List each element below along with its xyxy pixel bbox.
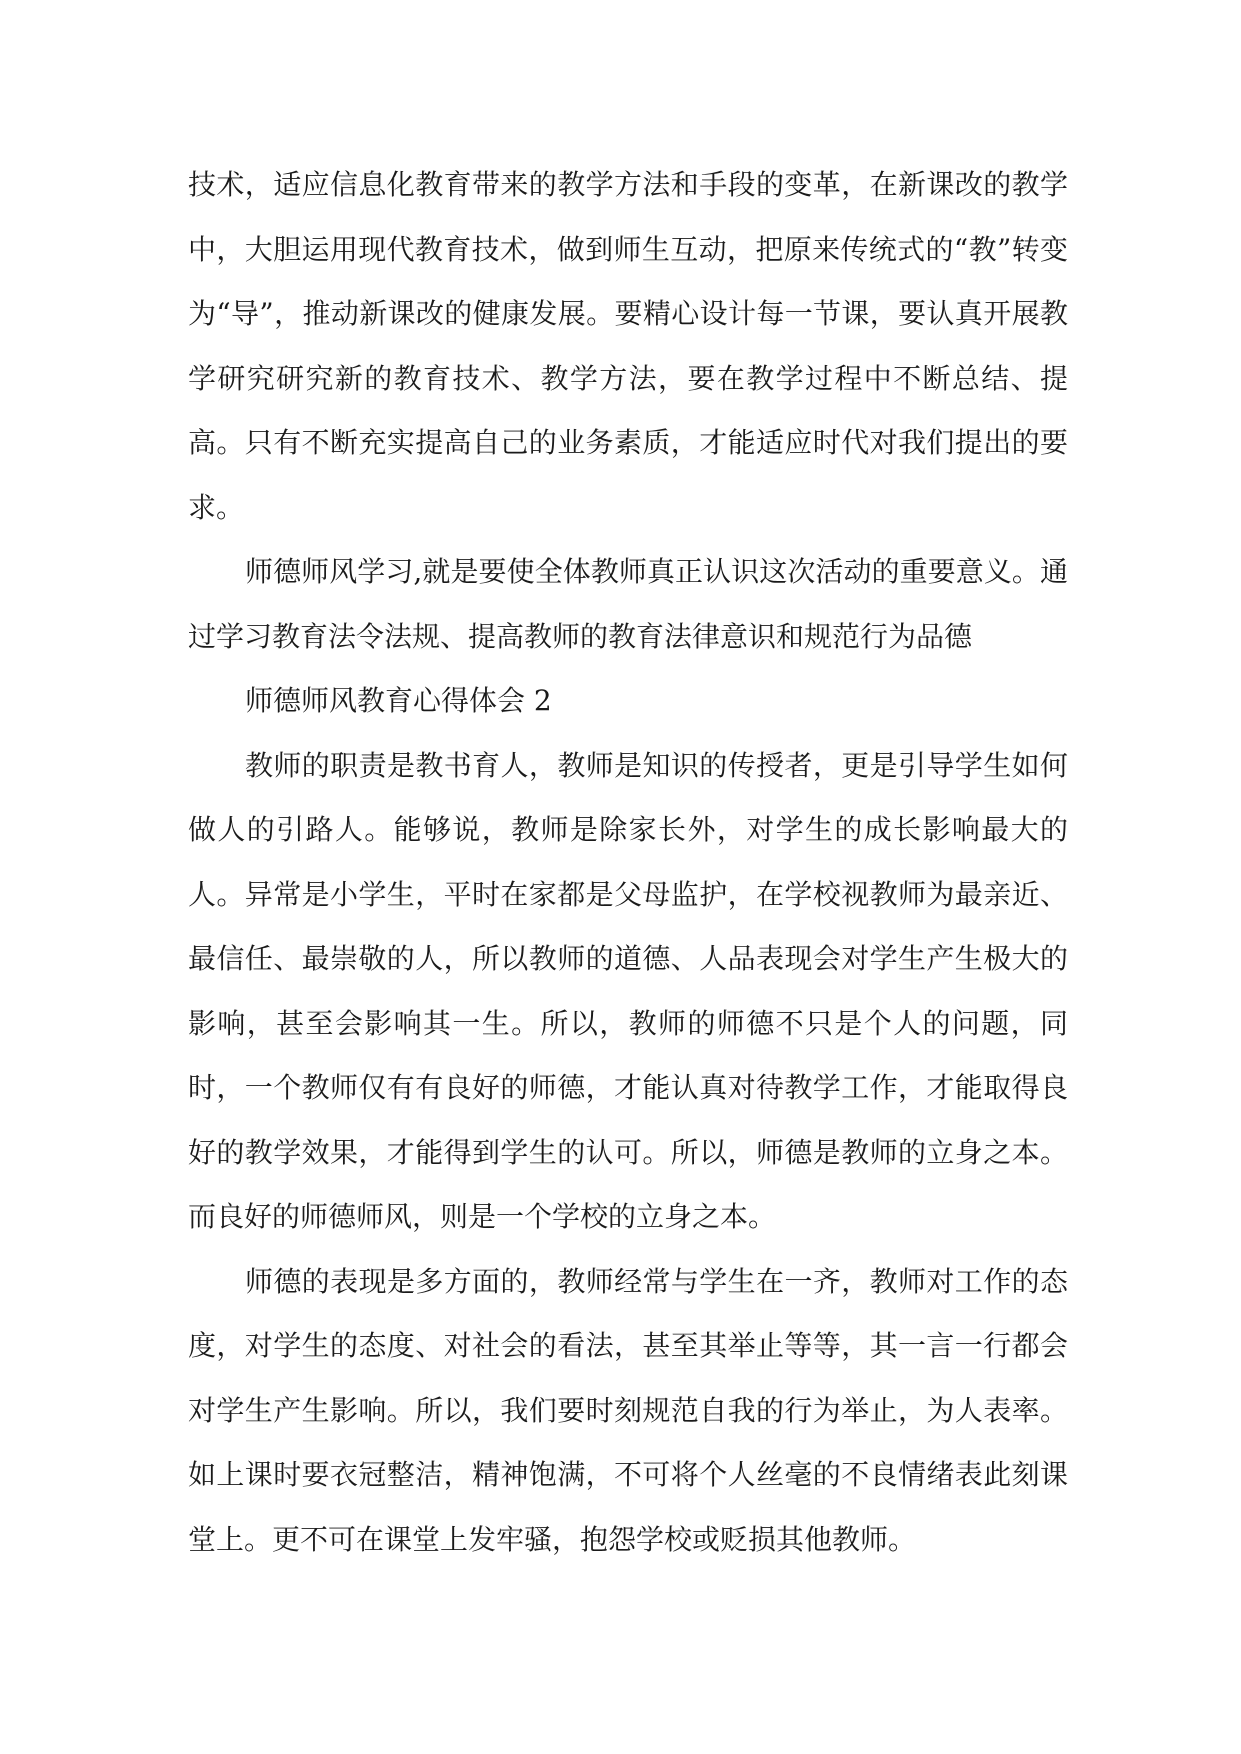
- paragraph-3: 教师的职责是教书育人，教师是知识的传授者，更是引导学生如何做人的引路人。能够说，教师是除家长外，对学生的成长影响最大的人。异常是小学生，平时在家都是父母监护，在学校视教师为最亲近、最信任、最崇敬的人，所以教师的道德、人品表现会对学生产生极大的影响，甚至会影响其一生。所以，教师的师德不只是个人的问题，同时，一个教师仅有有良好的师德，才能认真对待教学工作，才能取得良好的教学效果，才能得到学生的认可。所以，师德是教师的立身之本。而良好的师德师风，则是一个学校的立身之本。: [188, 748, 1068, 1233]
- document-body: [188, 153, 1068, 1572]
- paragraph-1: 技术，适应信息化教育带来的教学方法和手段的变革，在新课改的教学中，大胆运用现代教育技术，做到师生互动，把原来传统式的“教”转变为“导”，推动新课改的健康发展。要精心设计每一节课，要认真开展教学研究研究新的教育技术、教学方法，要在教学过程中不断总结、提高。只有不断充实提高自己的业务素质，才能适应时代对我们提出的要求。: [188, 168, 1068, 524]
- paragraph-4: 师德的表现是多方面的，教师经常与学生在一齐，教师对工作的态度，对学生的态度、对社会的看法，甚至其举止等等，其一言一行都会对学生产生影响。所以，我们要时刻规范自我的行为举止，为人表率。如上课时要衣冠整洁，精神饱满，不可将个人丝毫的不良情绪表此刻课堂上。更不可在课堂上发牢骚，抱怨学校或贬损其他教师。: [188, 1264, 1068, 1556]
- section-heading: 师德师风教育心得体会 2: [245, 684, 552, 717]
- paragraph-2: 师德师风学习,就是要使全体教师真正认识这次活动的重要意义。通过学习教育法令法规、提高教师的教育法律意识和规范行为品德: [188, 555, 1068, 653]
